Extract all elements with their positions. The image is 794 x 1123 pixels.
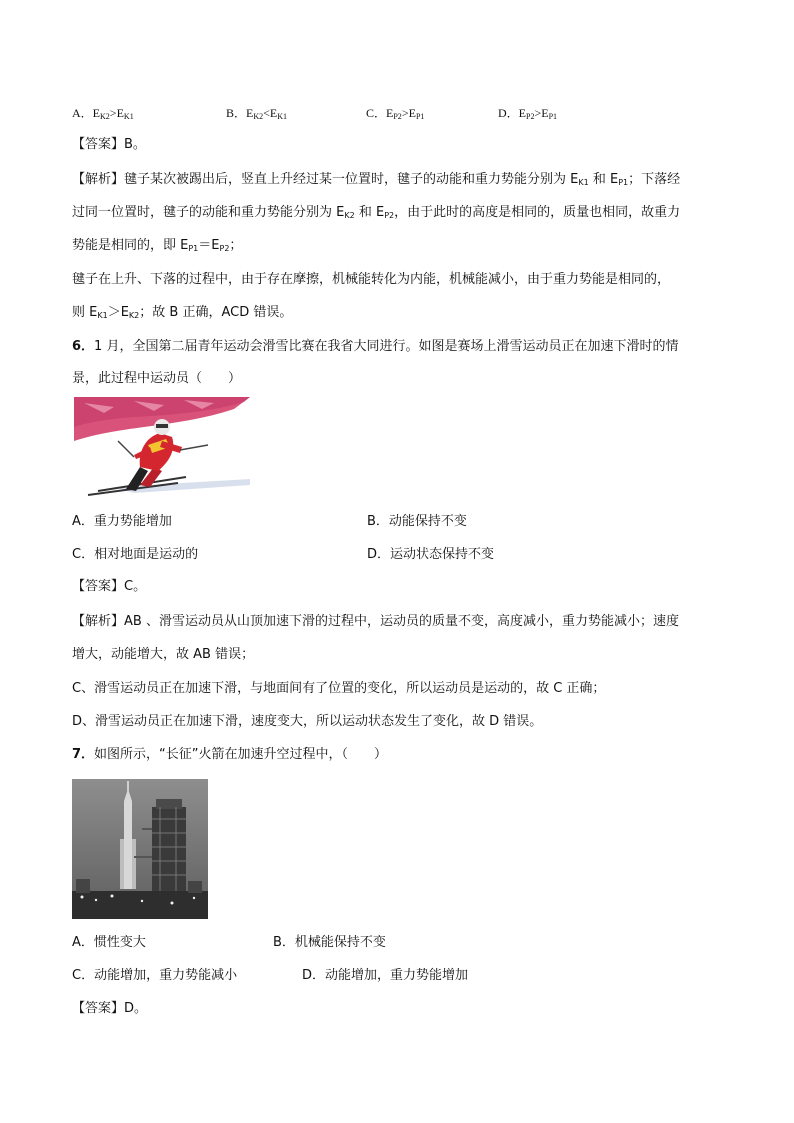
q6-analysis-line-1: 【解析】AB 、滑雪运动员从山顶加速下滑的过程中，运动员的质量不变，高度减小，重力势能减小；速度: [72, 614, 679, 629]
q5-option-c: C．$E_{P2}>E_{P1}$: [366, 106, 425, 121]
q6-stem-line-2: 景，此过程中运动员（ ）: [72, 371, 242, 386]
q5-option-b: B．$E_{K2}<E_{K1}$: [226, 106, 288, 121]
q7-answer: 【答案】D。: [72, 1001, 148, 1016]
q6-answer: 【答案】C。: [72, 579, 147, 594]
q5-analysis-line-1: 【解析】毽子某次被踢出后，竖直上升经过某一位置时，毽子的动能和重力势能分别为 $E_{K1}$ 和 $E_{P1}$；下落经: [72, 172, 681, 187]
q6-stem-line-1: 6．1 月，全国第二届青年运动会滑雪比赛在我省大同进行。如图是赛场上滑雪运动员正在加速下滑时的情: [72, 339, 679, 354]
q5-analysis-line-5: 则 $E_{K1}>E_{K2}$；故 B 正确，ACD 错误。: [72, 305, 293, 320]
q5-answer: 【答案】B。: [72, 137, 146, 152]
q6-analysis-line-2: 增大，动能增大，故 AB 错误；: [72, 647, 255, 662]
q7-option-c: C．动能增加，重力势能减小: [72, 968, 238, 983]
q5-analysis-line-4: 毽子在上升、下落的过程中，由于存在摩擦，机械能转化为内能，机械能减小，由于重力势能是相同的，: [72, 272, 671, 287]
q5-option-a: A．$E_{K2}>E_{K1}$: [72, 106, 134, 121]
q7-option-b: B．机械能保持不变: [273, 935, 386, 950]
q6-option-c: C．相对地面是运动的: [72, 547, 199, 562]
skier-image: [74, 397, 250, 500]
q7-option-d: D．动能增加，重力势能增加: [302, 968, 469, 983]
rocket-illustration: [72, 779, 208, 919]
q5-analysis-line-2: 过同一位置时，毽子的动能和重力势能分别为 $E_{K2}$ 和 $E_{P2}$，由于此时的高度是相同的，质量也相同，故重力: [72, 205, 681, 220]
q6-analysis-line-4: D、滑雪运动员正在加速下滑，速度变大，所以运动状态发生了变化，故 D 错误。: [72, 714, 543, 729]
q6-option-d: D．运动状态保持不变: [367, 547, 495, 562]
q6-analysis-line-3: C、滑雪运动员正在加速下滑，与地面间有了位置的变化，所以运动员是运动的，故 C 正确；: [72, 681, 606, 696]
rocket-image: [72, 779, 208, 919]
skier-illustration: [74, 397, 250, 500]
q6-option-b: B．动能保持不变: [367, 514, 467, 529]
q5-analysis-line-3: 势能是相同的，即 $E_{P1}=E_{P2}$；: [72, 238, 243, 253]
q7-stem: 7．如图所示，“长征”火箭在加速升空过程中，（ ）: [72, 747, 388, 762]
q5-option-d: D．$E_{P2}>E_{P1}$: [498, 106, 558, 121]
q6-option-a: A．重力势能增加: [72, 514, 172, 529]
q7-option-a: A．惯性变大: [72, 935, 146, 950]
